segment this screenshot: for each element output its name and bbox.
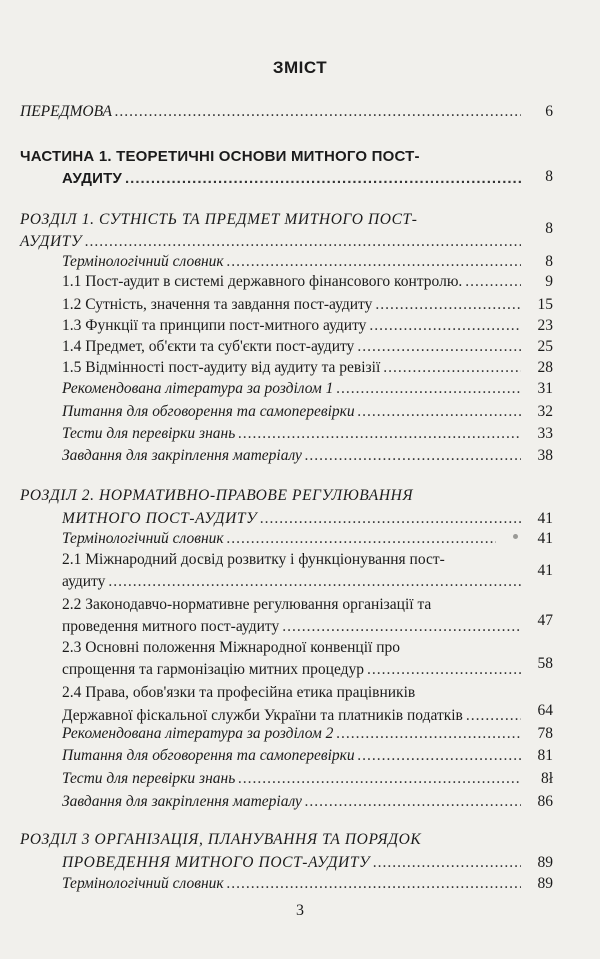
toc-page-number: 38: [537, 447, 553, 464]
toc-page-number: 86: [537, 793, 553, 810]
toc-page-number: 41: [537, 530, 553, 547]
toc-entry-tests-2[interactable]: [62, 770, 525, 788]
toc-section-1-line-2[interactable]: [20, 233, 525, 251]
leader-dots: [305, 447, 521, 465]
leader-dots: [227, 875, 521, 893]
toc-page-number: 8: [545, 253, 553, 270]
leader-dots: [238, 770, 521, 788]
toc-section-3-line-2[interactable]: [62, 854, 525, 872]
toc-entry-label: спрощення та гармонізацію митних процедур: [62, 661, 365, 678]
leader-dots: [282, 618, 521, 636]
toc-entry-label: Термінологічний словник: [62, 875, 224, 892]
toc-section-1-line-1[interactable]: РОЗДІЛ 1. СУТНІСТЬ ТА ПРЕДМЕТ МИТНОГО ПОСТ-: [20, 211, 418, 228]
leader-dots: [227, 530, 496, 548]
leader-dots: [115, 103, 521, 121]
toc-entry-2-1-line-1[interactable]: 2.1 Міжнародний досвід розвитку і функціонування пост-: [62, 551, 445, 568]
toc-entry-label: Тести для перевірки знань: [62, 770, 236, 787]
toc-entry-label: Тести для перевірки знань: [62, 425, 236, 442]
toc-page-number: 23: [537, 317, 553, 334]
toc-part-1-line-2[interactable]: [62, 170, 525, 188]
toc-page-number: 25: [537, 338, 553, 355]
leader-dots: [125, 170, 521, 188]
toc-entry-label: Державної фіскальної служби України та платників податків: [62, 707, 463, 724]
toc-entry-questions-2[interactable]: [62, 747, 525, 765]
toc-entry-label: АУДИТУ: [62, 170, 122, 187]
toc-page-number: 81: [537, 747, 553, 764]
toc-page-number: 8: [545, 168, 553, 185]
toc-entry-label: МИТНОГО ПОСТ-АУДИТУ: [62, 510, 258, 527]
leader-dots: [108, 573, 521, 591]
toc-section-2-line-1[interactable]: РОЗДІЛ 2. НОРМАТИВНО-ПРАВОВЕ РЕГУЛЮВАННЯ: [20, 487, 414, 504]
toc-page-number: 15: [537, 296, 553, 313]
leader-dots: [373, 854, 521, 872]
toc-entry-1-2[interactable]: [62, 296, 525, 314]
toc-entry-2-3-line-1[interactable]: 2.3 Основні положення Міжнародної конвенції про: [62, 639, 400, 656]
toc-page-number: 9: [545, 273, 553, 290]
toc-page-number: 32: [537, 403, 553, 420]
toc-entry-label: 1.3 Функції та принципи пост-митного аудиту: [62, 317, 367, 334]
toc-entry-label: Рекомендована література за розділом 2: [62, 725, 334, 742]
toc-page-number: 8: [545, 220, 553, 237]
toc-entry-label: 1.1 Пост-аудит в системі державного фінансового контролю.: [62, 273, 463, 290]
toc-entry-label: аудиту: [62, 573, 106, 590]
toc-entry-tests-1[interactable]: [62, 425, 525, 443]
toc-entry-1-1[interactable]: [62, 273, 525, 291]
leader-dots: [227, 253, 521, 271]
toc-entry-2-3-line-2[interactable]: [62, 661, 525, 679]
toc-page-number: 78: [537, 725, 553, 742]
leader-dots: [336, 725, 521, 743]
toc-entry-label: 1.2 Сутність, значення та завдання пост-аудиту: [62, 296, 373, 313]
toc-page-number: 64: [537, 702, 553, 719]
toc-part-1-line-1[interactable]: ЧАСТИНА 1. ТЕОРЕТИЧНІ ОСНОВИ МИТНОГО ПОСТ-: [20, 148, 420, 165]
toc-entry-label: Термінологічний словник: [62, 530, 224, 547]
leader-dots: [305, 793, 521, 811]
toc-entry-2-4-line-2[interactable]: [62, 707, 525, 725]
toc-entry-label: Завдання для закріплення матеріалу: [62, 793, 302, 810]
toc-entry-2-1-line-2[interactable]: [62, 573, 525, 591]
toc-entry-2-2-line-2[interactable]: [62, 618, 525, 636]
leader-dots: [260, 510, 521, 528]
toc-entry-foreword[interactable]: [20, 103, 525, 121]
leader-dots: [336, 380, 521, 398]
toc-entry-2-2-line-1[interactable]: 2.2 Законодавчо-нормативне регулювання організації та: [62, 596, 432, 613]
toc-entry-label: ПРОВЕДЕННЯ МИТНОГО ПОСТ-АУДИТУ: [62, 854, 371, 871]
leader-dots: [85, 233, 521, 251]
leader-dots: [369, 317, 521, 335]
toc-page-number: 31: [537, 380, 553, 397]
toc-entry-label: 1.4 Предмет, об'єкти та суб'єкти пост-аудиту: [62, 338, 355, 355]
toc-entry-glossary-2[interactable]: [62, 530, 500, 548]
leader-dots: [383, 359, 521, 377]
toc-entry-1-5[interactable]: [62, 359, 525, 377]
toc-entry-label: АУДИТУ: [20, 233, 83, 250]
toc-page-number: 6: [545, 103, 553, 120]
toc-page-number: 89: [537, 854, 553, 871]
toc-entry-1-3[interactable]: [62, 317, 525, 335]
page-number: 3: [296, 902, 304, 919]
toc-page-number: 89: [537, 875, 553, 892]
toc-entry-literature-1[interactable]: [62, 380, 525, 398]
toc-entry-literature-2[interactable]: [62, 725, 525, 743]
toc-page-number: 47: [537, 612, 553, 629]
toc-entry-1-4[interactable]: [62, 338, 525, 356]
leader-dots: [358, 403, 521, 421]
toc-entry-tasks-1[interactable]: [62, 447, 525, 465]
toc-page-number: 8ł: [540, 770, 553, 787]
leader-dots: [367, 661, 521, 679]
toc-entry-label: Рекомендована література за розділом 1: [62, 380, 334, 397]
toc-entry-2-4-line-1[interactable]: 2.4 Права, обов'язки та професійна етика працівників: [62, 684, 416, 701]
toc-entry-label: 1.5 Відмінності пост-аудиту від аудиту та ревізії: [62, 359, 381, 376]
toc-page-number: 41: [537, 562, 553, 579]
toc-entry-label: проведення митного пост-аудиту: [62, 618, 280, 635]
toc-entry-label: Термінологічний словник: [62, 253, 224, 270]
toc-section-2-line-2[interactable]: [62, 510, 525, 528]
toc-section-3-line-1[interactable]: РОЗДІЛ 3 ОРГАНІЗАЦІЯ, ПЛАНУВАННЯ ТА ПОРЯДОК: [20, 831, 422, 848]
toc-page-number: 41: [537, 510, 553, 527]
toc-page-number: 28: [537, 359, 553, 376]
toc-entry-label: Завдання для закріплення матеріалу: [62, 447, 302, 464]
toc-entry-label: ПЕРЕДМОВА: [20, 103, 112, 120]
toc-entry-glossary-3[interactable]: [62, 875, 525, 893]
toc-entry-tasks-2[interactable]: [62, 793, 525, 811]
leader-dots: [358, 747, 521, 765]
toc-entry-glossary-1[interactable]: [62, 253, 525, 271]
leader-dots: [238, 425, 521, 443]
page-title: ЗМІСТ: [272, 58, 328, 77]
leader-dots: [357, 338, 521, 356]
toc-entry-label: Питання для обговорення та самоперевірки: [62, 403, 355, 420]
leader-dots: [375, 296, 521, 314]
toc-page-number: 58: [537, 655, 553, 672]
toc-page-number: 33: [537, 425, 553, 442]
toc-entry-label: Питання для обговорення та самоперевірки: [62, 747, 355, 764]
toc-entry-questions-1[interactable]: [62, 403, 525, 421]
